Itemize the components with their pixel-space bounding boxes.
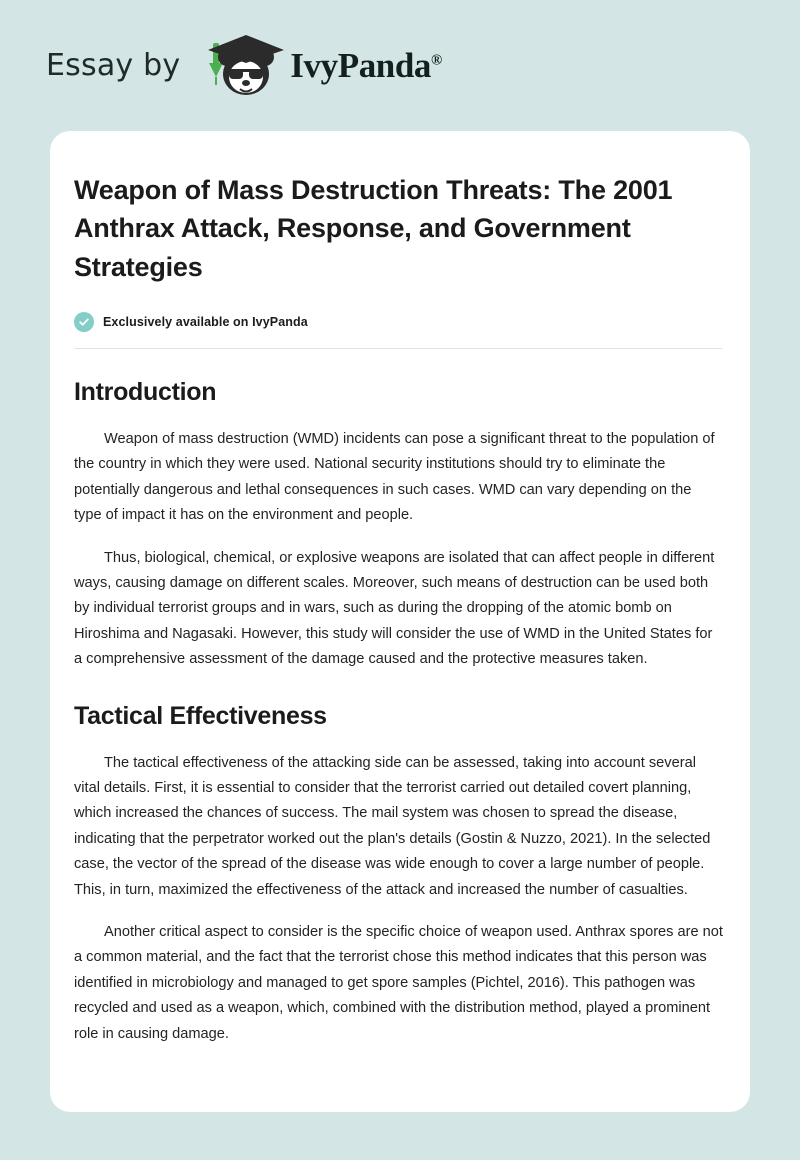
paragraph: Weapon of mass destruction (WMD) incidents can pose a significant threat to the population of the country in which they were used. National security institutions should try to eliminate the potentially dangerous and lethal consequences in such cases. WMD can vary depending on the type of impact it has on the environment and people. [74, 430, 715, 524]
essay-by-label: Essay by [46, 47, 181, 83]
panda-graduate-logo-icon [196, 33, 288, 99]
paragraph: Thus, biological, chemical, or explosive weapons are isolated that can affect people in different ways, causing damage on different scales. Moreover, such means of destruction can be used both by individual terrorist groups and in wars, such as during the dropping of the atomic bomb on Hiroshima and Nagasaki. However, this study will consider the use of WMD in the United States for a comprehensive assessment of the damage caused and the protective measures taken. [74, 549, 715, 668]
ivypanda-wordmark [290, 48, 442, 83]
title-divider [74, 348, 722, 349]
ivypanda-logo[interactable] [196, 33, 442, 99]
paragraph: Another critical aspect to consider is the specific choice of weapon used. Anthrax spores are not a common material, and the fact that the terrorist chose this method indicates that this person was identified in microbiology and managed to get spore samples (Pichtel, 2016). This pathogen was recycled and used as a weapon, which, combined with the distribution method, played a prominent role in causing damage. [74, 924, 723, 1042]
section-heading-tactical-effectiveness: Tactical Effectiveness [74, 701, 327, 730]
section-heading-introduction: Introduction [74, 377, 217, 406]
page-title: Weapon of Mass Destruction Threats: The 2001 Anthrax Attack, Response, and Government Strategies [74, 175, 673, 282]
registered-trademark-icon: ® [431, 52, 442, 69]
paragraph: The tactical effectiveness of the attacking side can be assessed, taking into account several vital details. First, it is essential to consider that the terrorist carried out detailed covert planning, which increased the chances of success. The mail system was chosen to spread the disease, indicating that the perpetrator worked out the plan's details (Gostin & Nuzzo, 2021). In the selected case, the vector of the spread of the disease was wide enough to cover a large number of people. This, in turn, maximized the effectiveness of the attack and increased the number of casualties. [74, 754, 711, 898]
exclusive-availability-badge [74, 312, 723, 332]
exclusive-availability-label: Exclusively available on IvyPanda [103, 314, 308, 329]
brand-header [0, 0, 800, 131]
brand-name-text: IvyPanda [290, 46, 432, 85]
essay-card [50, 131, 750, 1112]
check-circle-icon [74, 312, 94, 332]
essay-content [74, 171, 723, 1047]
